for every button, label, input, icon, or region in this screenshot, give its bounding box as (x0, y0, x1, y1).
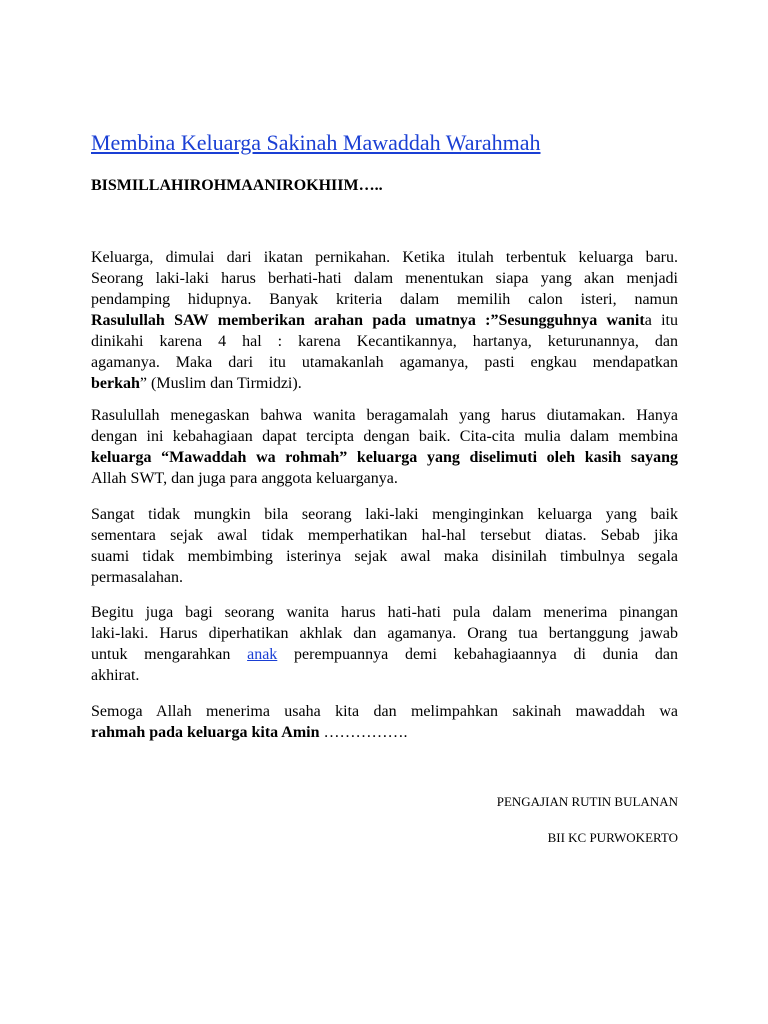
text-line (91, 644, 678, 665)
text-line (91, 722, 678, 743)
text-fragment: ……………. (323, 724, 408, 741)
text-line: laki-laki. Harus diperhatikan akhlak dan agamanya. Orang tua bertanggung jawab (91, 625, 678, 642)
paragraph-5 (91, 701, 678, 743)
document-title[interactable]: Membina Keluarga Sakinah Mawaddah Warahmah (91, 130, 541, 155)
text-line (91, 373, 678, 394)
text-line: Seorang laki-laki harus berhati-hati dalam menentukan siapa yang akan menjadi (91, 270, 678, 287)
signature-line-2: BII KC PURWOKERTO (547, 830, 678, 845)
text-line: Sangat tidak mungkin bila seorang laki-laki menginginkan keluarga yang baik (91, 506, 678, 523)
bold-text: Rasulullah SAW memberikan arahan pada umatnya :”Sesungguhnya wanit (91, 312, 645, 329)
text-line: keluarga “Mawaddah wa rohmah” keluarga yang diselimuti oleh kasih sayang (91, 449, 678, 466)
text-line: permasalahan. (91, 569, 183, 586)
text-line: pendamping hidupnya. Banyak kriteria dalam memilih calon isteri, namun (91, 291, 678, 308)
text-line: Semoga Allah menerima usaha kita dan melimpahkan sakinah mawaddah wa (91, 703, 678, 720)
paragraph-4 (91, 602, 678, 686)
text-fragment: ” (Muslim dan Tirmidzi). (139, 375, 302, 392)
bold-text: rahmah pada keluarga kita Amin (91, 724, 320, 741)
paragraph-3 (91, 504, 678, 588)
signature-line-1: PENGAJIAN RUTIN BULANAN (496, 794, 678, 809)
paragraph-2 (91, 405, 678, 489)
text-line: dinikahi karena 4 hal : karena Kecantikannya, hartanya, keturunannya, dan (91, 333, 678, 350)
text-line: dengan ini kebahagiaan dapat tercipta dengan baik. Cita-cita mulia dalam membina (91, 428, 678, 445)
text-line: akhirat. (91, 667, 140, 684)
paragraph-1 (91, 247, 678, 394)
bismillah-heading: BISMILLAHIROHMAANIROKHIIM….. (91, 177, 383, 194)
text-line: Allah SWT, dan juga para anggota keluarganya. (91, 470, 398, 487)
text-line: agamanya. Maka dari itu utamakanlah agamanya, pasti engkau mendapatkan (91, 354, 678, 371)
text-fragment: a itu (644, 312, 678, 329)
text-fragment: perempuannya demi kebahagiaannya di dunia dan (294, 646, 678, 663)
anak-link[interactable]: anak (247, 646, 278, 663)
text-line: suami tidak membimbing isterinya sejak awal maka disinilah timbulnya segala (91, 548, 678, 565)
text-line: Keluarga, dimulai dari ikatan pernikahan. Ketika itulah terbentuk keluarga baru. (91, 249, 678, 266)
text-line: Begitu juga bagi seorang wanita harus hati-hati pula dalam menerima pinangan (91, 604, 678, 621)
text-line (91, 310, 678, 331)
text-line: sementara sejak awal tidak memperhatikan hal-hal tersebut diatas. Sebab jika (91, 527, 678, 544)
text-line: Rasulullah menegaskan bahwa wanita beragamalah yang harus diutamakan. Hanya (91, 407, 678, 424)
text-fragment: untuk mengarahkan (91, 646, 231, 663)
bold-text: berkah (91, 375, 140, 392)
